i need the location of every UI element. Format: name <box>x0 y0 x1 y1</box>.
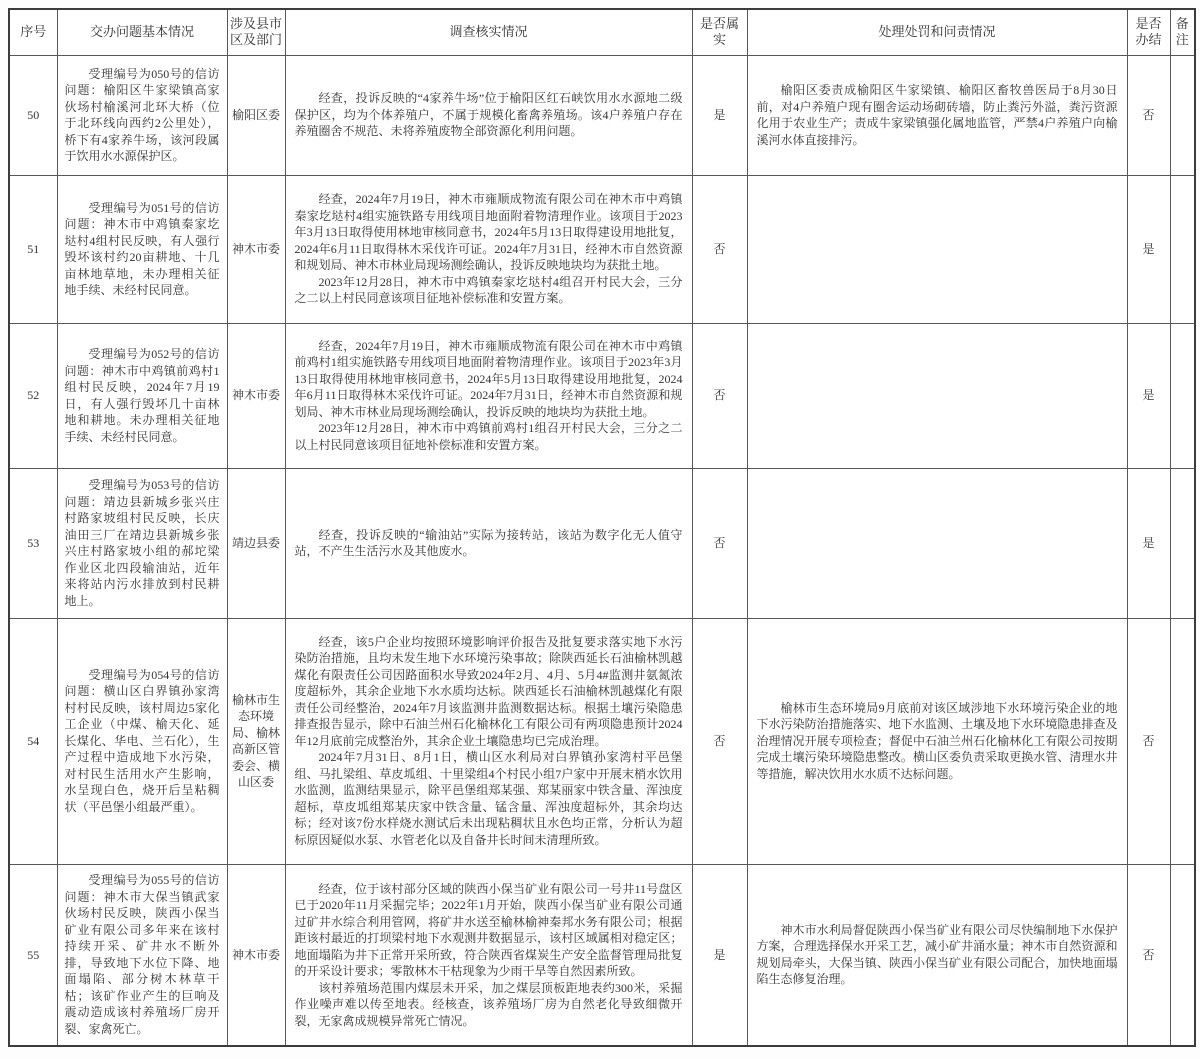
cell-investigation <box>285 468 692 618</box>
petition-table <box>8 8 1196 1047</box>
cell-is-concluded: 是 <box>1127 323 1170 468</box>
paragraph: 2024年7月31日、8月1日，横山区水利局对白界镇孙家湾村平邑堡组、马扎梁组、草皮坬组、十里梁组4个村民小组7户家中开展末梢水饮用水监测，监测结果显示，除平邑堡组郑某强、郑某丽家中铁含量、浑浊度超标，草皮坬组郑某庆家中铁含量、锰含量、浑浊度超标外，其余均达标；经对该7份水样烧水测试后未出现粘稠状且水色均正常，分析认为超标原因疑似水泵、水管老化以及自备井长时间未清理所致。 <box>294 750 683 847</box>
column-header-investigation: 调查核实情况 <box>285 9 692 55</box>
paragraph: 受理编号为053号的信访问题：靖边县新城乡张兴庄村路家坡组村民反映，长庆油田三厂在靖边县新城乡张兴庄村路家坡小组的郝坨梁作业区北四段输油站，近年来将站内污水排放到村民耕地上。 <box>64 478 220 608</box>
column-header-note: 备注 <box>1170 9 1195 55</box>
cell-serial-number: 52 <box>9 323 57 468</box>
paragraph: 受理编号为051号的信访问题：神木市中鸡镇秦家圪垯村4组村民反映，有人强行毁坏该村约20亩耕地、十几亩林地草地，未办理相关征地手续、未经村民同意。 <box>64 200 220 297</box>
cell-investigation <box>285 618 692 864</box>
table-row <box>9 618 1195 864</box>
cell-serial-number: 54 <box>9 618 57 864</box>
cell-note <box>1170 864 1195 1046</box>
cell-serial-number: 50 <box>9 55 57 175</box>
cell-is-true: 是 <box>692 55 747 175</box>
paragraph: 榆阳区委责成榆阳区牛家梁镇、榆阳区畜牧兽医局于8月30日前，对4户养殖户现有圈舍运动场砌砖墙，防止粪污外溢，粪污资源化用于农业生产；责成牛家梁镇强化属地监管，严禁4户养殖户向榆溪河水体直接排污。 <box>756 83 1118 147</box>
paragraph: 受理编号为050号的信访问题：榆阳区牛家梁镇高家伙场村榆溪河北环大桥（位于北环线向西约2公里处），桥下有4家养牛场，该河段属于饮用水水源保护区。 <box>64 66 220 163</box>
cell-problem-description <box>57 468 227 618</box>
cell-handling-accountability <box>747 175 1127 323</box>
paragraph: 经查，2024年7月19日，神木市雍顺成物流有限公司在神木市中鸡镇前鸡村1组实施铁路专用线项目地面附着物清理作业。该项目于2023年3月13日取得使用林地审核同意书，2024年5月13日取得建设用地批复，2024年6月11日取得林木采伐许可证。2024年7月31日，经神木市自然资源和规划局、神木市林业局现场测绘确认，投诉反映的地块均为获批土地。 <box>294 338 683 419</box>
cell-note <box>1170 55 1195 175</box>
cell-region-department: 榆林市生态环境局、榆林高新区管委会、横山区委 <box>227 618 285 864</box>
paragraph: 经查，投诉反映的“4家养牛场”位于榆阳区红石峡饮用水水源地二级保护区，均为个体养殖户，不属于规模化畜禽养殖场。该4户养殖户存在养殖圈舍不规范、未将养殖废物全部资源化利用问题。 <box>294 91 683 139</box>
cell-note <box>1170 468 1195 618</box>
paragraph: 经查，2024年7月19日，神木市雍顺成物流有限公司在神木市中鸡镇秦家圪垯村4组实施铁路专用线项目地面附着物清理作业。该项目于2023年3月13日取得使用林地审核同意书，2024年5月13日取得建设用地批复，2024年6月11日取得林木采伐许可证。2024年7月31日，经神木市自然资源和规划局、神木市林业局现场测绘确认，投诉反映地块均为获批土地。 <box>294 192 683 273</box>
paragraph: 2023年12月28日，神木市中鸡镇前鸡村1组召开村民大会，三分之二以上村民同意该项目征地补偿标准和安置方案。 <box>294 421 683 452</box>
paragraph: 神木市水利局督促陕西小保当矿业有限公司尽快编制地下水保护方案，合理选择保水开采工艺，减小矿井涌水量；神木市自然资源和规划局牵头，大保当镇、陕西小保当矿业有限公司配合，加快地面塌陷生态修复治理。 <box>756 922 1118 987</box>
cell-handling-accountability <box>747 864 1127 1046</box>
cell-problem-description <box>57 175 227 323</box>
paragraph: 受理编号为054号的信访问题：横山区白界镇孙家湾村村民反映，该村周边5家化工企业（中煤、榆天化、延长煤化、华电、兰石化），生产过程中造成地下水污染，对村民生活用水产生影响，水呈现白色，烧开后呈粘稠状（平邑堡小组最严重）。 <box>64 667 220 814</box>
cell-problem-description <box>57 323 227 468</box>
cell-investigation <box>285 864 692 1046</box>
cell-investigation <box>285 323 692 468</box>
cell-region-department: 神木市委 <box>227 323 285 468</box>
table-row <box>9 175 1195 323</box>
cell-note <box>1170 618 1195 864</box>
column-header-no: 序号 <box>9 9 57 55</box>
cell-is-concluded: 是 <box>1127 175 1170 323</box>
cell-region-department: 榆阳区委 <box>227 55 285 175</box>
column-header-concluded: 是否办结 <box>1127 9 1170 55</box>
cell-is-true: 否 <box>692 175 747 323</box>
paragraph: 2023年12月28日，神木市中鸡镇秦家圪垯村4组召开村民大会，三分之二以上村民同意该项目征地补偿标准和安置方案。 <box>294 274 683 306</box>
paragraph: 经查，位于该村部分区域的陕西小保当矿业有限公司一号井11号盘区已于2020年11月采掘完毕；2022年1月开始，陕西小保当矿业有限公司通过矿井水综合利用管网，将矿井水送至榆林榆神秦邦水务有限公司；根据距该村最近的打坝梁村地下水观测井数据显示，该村区域属相对稳定区；地面塌陷为井下正常开采所致，符合陕西省煤炭生产安全监督管理局批复的开采设计要求；零散林木干枯现象为少雨干旱等自然因素所致。 <box>294 881 683 978</box>
column-header-region: 涉及县市区及部门 <box>227 9 285 55</box>
cell-handling-accountability <box>747 618 1127 864</box>
cell-handling-accountability <box>747 323 1127 468</box>
column-header-problem: 交办问题基本情况 <box>57 9 227 55</box>
cell-is-true: 否 <box>692 468 747 618</box>
paragraph: 受理编号为055号的信访问题：神木市大保当镇武家伙场村民反映，陕西小保当矿业有限公司多年来在该村持续开采、矿井水不断外排，导致地下水位下降、地面塌陷、部分树木林草干枯；该矿作业产生的巨响及震动造成该村养殖场厂房开裂、家禽死亡。 <box>64 873 220 1036</box>
cell-region-department: 神木市委 <box>227 864 285 1046</box>
cell-handling-accountability <box>747 55 1127 175</box>
cell-region-department: 靖边县委 <box>227 468 285 618</box>
cell-is-concluded: 是 <box>1127 468 1170 618</box>
paragraph: 榆林市生态环境局9月底前对该区域涉地下水环境污染企业的地下水污染防治措施落实、地下水监测、土壤及地下水环境隐患排查及治理情况开展专项检查；督促中石油兰州石化榆林化工有限公司按期完成土壤污染环境隐患整改。横山区委负责采取更换水管、清理水井等措施，解决饮用水水质不达标问题。 <box>756 700 1118 781</box>
cell-problem-description <box>57 864 227 1046</box>
cell-region-department: 神木市委 <box>227 175 285 323</box>
cell-serial-number: 55 <box>9 864 57 1046</box>
table-row <box>9 468 1195 618</box>
cell-serial-number: 51 <box>9 175 57 323</box>
cell-note <box>1170 323 1195 468</box>
table-body <box>9 55 1195 1046</box>
cell-handling-accountability <box>747 468 1127 618</box>
paragraph: 受理编号为052号的信访问题：神木市中鸡镇前鸡村1组村民反映，2024年7月19日，有人强行毁坏几十亩林地和耕地。未办理相关征地手续、未经村民同意。 <box>64 347 220 444</box>
column-header-is_true: 是否属实 <box>692 9 747 55</box>
paragraph: 该村养殖场范围内煤层未开采，加之煤层顶板距地表约300米，采掘作业噪声难以传至地表。经核查，该养殖场厂房为自然老化导致细微开裂，无家禽成规模异常死亡情况。 <box>294 980 683 1028</box>
cell-investigation <box>285 55 692 175</box>
cell-is-concluded: 否 <box>1127 55 1170 175</box>
column-header-handling: 处理处罚和问责情况 <box>747 9 1127 55</box>
paragraph: 经查，该5户企业均按照环境影响评价报告及批复要求落实地下水污染防治措施，且均未发生地下水环境污染事故；除陕西延长石油榆林凯越煤化有限责任公司因路面积水导致2024年2月、4月、5月4#监测井氨氮浓度超标外，其余企业地下水水质均达标。陕西延长石油榆林凯越煤化有限责任公司经整治，2024年7月该监测井监测数据达标。根据土壤污染隐患排查报告显示，除中石油兰州石化榆林化工有限公司有两项隐患预计2024年12月底前完成整治外，其余企业土壤隐患均已完成治理。 <box>294 634 683 748</box>
cell-problem-description <box>57 55 227 175</box>
cell-note <box>1170 175 1195 323</box>
paragraph: 经查，投诉反映的“输油站”实际为接转站，该站为数字化无人值守站，不产生生活污水及其他废水。 <box>294 527 683 558</box>
table-row <box>9 55 1195 175</box>
cell-is-true: 是 <box>692 864 747 1046</box>
cell-problem-description <box>57 618 227 864</box>
cell-is-true: 否 <box>692 323 747 468</box>
table-row <box>9 323 1195 468</box>
cell-is-concluded: 否 <box>1127 618 1170 864</box>
cell-serial-number: 53 <box>9 468 57 618</box>
table-row <box>9 864 1195 1046</box>
cell-is-concluded: 否 <box>1127 864 1170 1046</box>
cell-investigation <box>285 175 692 323</box>
cell-is-true: 否 <box>692 618 747 864</box>
header-row <box>9 9 1195 55</box>
